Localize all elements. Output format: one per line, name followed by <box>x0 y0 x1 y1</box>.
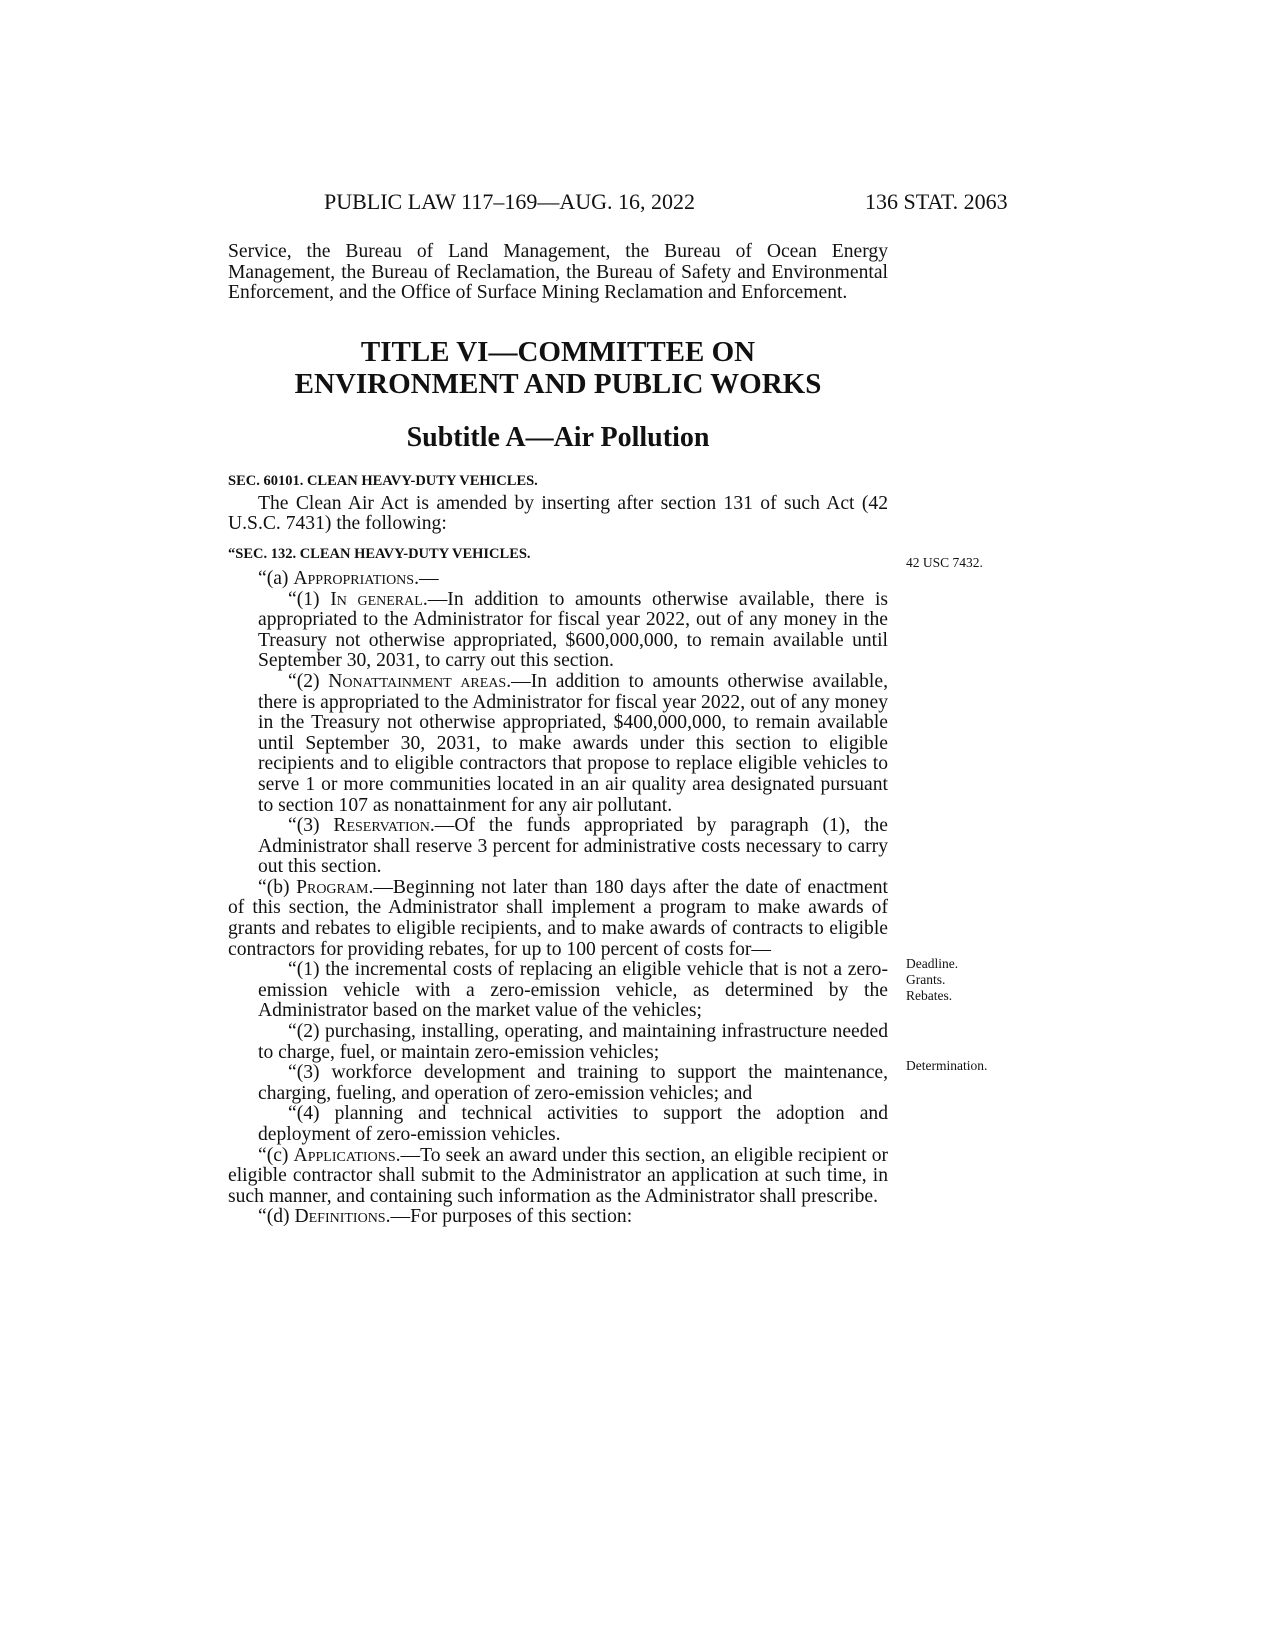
section-60101-heading: SEC. 60101. CLEAN HEAVY-DUTY VEHICLES. <box>228 472 538 489</box>
paragraph-a3-label: Reservation <box>333 815 430 837</box>
paragraph-a3-number: “(3) <box>288 815 334 837</box>
title-line-1: TITLE VI—COMMITTEE ON <box>360 335 756 368</box>
title-line-2: ENVIRONMENT AND PUBLIC WORKS <box>294 367 822 400</box>
subsection-c-text: .—To seek an award under this section, an eligible recipient or eligible contractor shall submit to the Administrator an application at such time, in such manner, and containing such information as the Administrator shall prescribe. <box>228 1144 889 1207</box>
running-head-title: PUBLIC LAW 117–169—AUG. 16, 2022 <box>324 189 696 214</box>
subsection-a-number: “(a) <box>258 567 294 589</box>
paragraph-a2-number: “(2) <box>288 670 329 692</box>
subsection-a-dash: .— <box>414 567 439 589</box>
paragraph-a1-label: In general <box>330 588 423 610</box>
margin-note-determination: Determination. <box>906 1058 988 1073</box>
paragraph-a1-number: “(1) <box>288 588 331 610</box>
subsection-b-label: Program <box>296 876 369 898</box>
paragraph-a3 <box>228 816 888 878</box>
subsection-d-number: “(d) <box>258 1206 295 1228</box>
margin-note-grants: Grants. <box>906 972 946 987</box>
subsection-d-text: .—For purposes of this section: <box>385 1206 633 1228</box>
subsection-c <box>228 1146 888 1208</box>
paragraph-a2 <box>228 672 888 816</box>
paragraph-b2: “(2) purchasing, installing, operating, and maintaining infrastructure needed to charge, fuel, or maintain zero-emission vehicles; <box>258 1021 888 1063</box>
subsection-c-label: Applications <box>293 1144 396 1166</box>
paragraph-b3: “(3) workforce development and training to support the maintenance, charging, fueling, and operation of zero-emission vehicles; and <box>258 1062 888 1104</box>
running-head-page-number: 136 STAT. 2063 <box>865 189 1008 214</box>
paragraph-a3-text: .—Of the funds appropriated by paragraph (1), the Administrator shall reserve 3 percent for administrative costs necessary to carry out this section. <box>258 815 888 878</box>
subsection-a-heading <box>228 569 888 590</box>
paragraph-a1-text: .—In addition to amounts otherwise available, there is appropriated to the Administrator for fiscal year 2022, out of any money in the Treasury not otherwise appropriated, $600,000,000, to remain available until September 30, 2031, to carry out this section. <box>258 588 889 672</box>
margin-note-usc: 42 USC 7432. <box>906 555 983 570</box>
paragraph-b1: “(1) the incremental costs of replacing an eligible vehicle that is not a zero-emission vehicle with a zero-emission vehicle, as determined by the Administrator based on the market value of the vehicles; <box>258 959 888 1022</box>
document-body <box>228 242 888 1228</box>
paragraph-a1 <box>228 590 888 672</box>
subsection-d <box>228 1207 888 1228</box>
subsection-a-label: Appropriations <box>293 567 415 589</box>
subsection-c-number: “(c) <box>258 1144 294 1166</box>
subsection-b-text: .—Beginning not later than 180 days after the date of enactment of this section, the Administrator shall implement a program to make awards of grants and rebates to eligible recipients, and to make awards of contracts to eligible contractors for providing rebates, for up to 100 percent of costs for— <box>228 876 888 960</box>
paragraph-a2-label: Nonattainment areas <box>328 670 507 692</box>
subtitle-heading: Subtitle A—Air Pollution <box>406 421 710 453</box>
margin-note-rebates: Rebates. <box>906 988 953 1003</box>
margin-note-deadline: Deadline. <box>906 956 959 971</box>
subsection-b <box>228 878 888 960</box>
title-heading <box>228 336 888 400</box>
intro-paragraph: Service, the Bureau of Land Management, the Bureau of Ocean Energy Management, the Bureau of Reclamation, the Bureau of Safety and Environmental Enforcement, and the Office of Surface Mining Reclamation and Enforcement. <box>228 241 888 304</box>
amendment-paragraph: The Clean Air Act is amended by inserting after section 131 of such Act (42 U.S.C. 7431) the following: <box>228 492 888 535</box>
subsection-b-number: “(b) <box>258 876 297 898</box>
paragraph-a2-text: .—In addition to amounts otherwise available, there is appropriated to the Administrator for fiscal year 2022, out of any money in the Treasury not otherwise appropriated, $400,000,000, to remain available until September 30, 2031, to make awards under this section to eligible recipients and to eligible contractors that propose to replace eligible vehicles to serve 1 or more communities located in an air quality area designated pursuant to section 107 as nonattainment for any air pollutant. <box>258 670 888 816</box>
paragraph-b4: “(4) planning and technical activities to support the adoption and deployment of zero-emission vehicles. <box>258 1103 888 1145</box>
margin-note-group-b <box>906 956 958 1004</box>
section-132-heading: “SEC. 132. CLEAN HEAVY-DUTY VEHICLES. <box>228 545 531 562</box>
subsection-d-label: Definitions <box>294 1206 386 1228</box>
